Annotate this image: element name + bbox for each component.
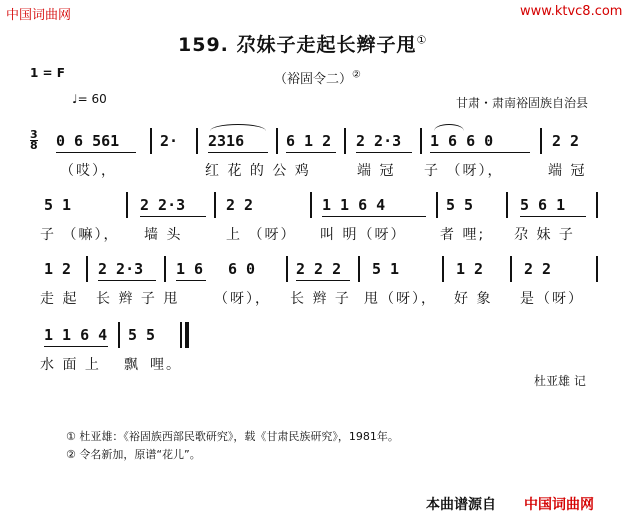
beam: [98, 280, 156, 281]
measure: 2 2·3: [140, 196, 186, 214]
measure: 1 6 6 0: [430, 132, 494, 150]
barline: [180, 322, 182, 348]
measure: 1 1 6 4: [44, 326, 108, 344]
recorder-credit: 杜亚雄 记: [534, 374, 586, 388]
watermark-right: www.ktvc8.com: [520, 4, 623, 19]
beam: [176, 280, 206, 281]
beam: [520, 216, 586, 217]
lyric: 好 象: [454, 291, 493, 307]
watermark-left: 中国词曲网: [6, 8, 72, 23]
barline: [540, 128, 542, 154]
lyric: 长 辫 子 甩: [96, 291, 180, 307]
slur: [210, 124, 266, 131]
beam: [322, 216, 426, 217]
lyric: 者 哩;: [440, 227, 486, 243]
lyric: 端 冠: [357, 163, 396, 179]
tempo-marking: ♩= 60: [72, 92, 107, 106]
measure: 0 6 561: [56, 132, 120, 150]
barline: [436, 192, 438, 218]
lyric: 端 冠: [548, 163, 587, 179]
measure: 5 5: [128, 326, 156, 344]
measure: 5 1: [372, 260, 400, 278]
barline: [420, 128, 422, 154]
lyrics-line-1: [0, 160, 632, 180]
song-subtitle: [274, 68, 361, 87]
measure: 2 2·3: [356, 132, 402, 150]
measure: 2 2: [552, 132, 580, 150]
lyrics-line-2: [0, 224, 632, 244]
measure: 2316: [208, 132, 245, 150]
lyric: 上 （呀）: [226, 227, 297, 243]
lyric: 甩（呀），: [364, 291, 437, 307]
measure: 1 2: [44, 260, 72, 278]
beam: [356, 152, 412, 153]
source-label: 本曲谱源自: [426, 497, 496, 513]
barline: [510, 256, 512, 282]
measure: 2 2 2: [296, 260, 342, 278]
measure: 1 1 6 4: [322, 196, 386, 214]
barline: [214, 192, 216, 218]
lyric: 尕 妹 子: [514, 227, 575, 243]
title-footnote-mark: ①: [416, 33, 428, 47]
song-title-text: 159. 尕妹子走起长辫子甩: [178, 34, 417, 56]
final-barline: [185, 322, 189, 348]
lyric: 长 辫 子: [290, 291, 351, 307]
beam: [286, 152, 336, 153]
region-label: 甘肃・肃南裕固族自治县: [456, 96, 589, 110]
measure: 1 2: [456, 260, 484, 278]
lyrics-line-4: [0, 354, 632, 374]
measure: 2·: [160, 132, 179, 150]
time-sig-bottom: 8: [30, 139, 38, 152]
barline: [150, 128, 152, 154]
time-sig-top: 3: [30, 128, 38, 141]
beam: [44, 346, 108, 347]
measure: 2 2: [226, 196, 254, 214]
beam: [208, 152, 268, 153]
lyric: 红 花 的 公 鸡: [205, 163, 311, 179]
barline: [310, 192, 312, 218]
barline: [596, 192, 598, 218]
subtitle-text: （裕固令二）: [274, 72, 353, 87]
barline: [286, 256, 288, 282]
lyric: 子 （嘛），: [40, 227, 120, 243]
song-title: [178, 30, 427, 57]
beam: [140, 216, 206, 217]
measure: 1 6: [176, 260, 204, 278]
slur: [434, 124, 464, 131]
barline: [164, 256, 166, 282]
barline: [506, 192, 508, 218]
measure: 2 2·3: [98, 260, 144, 278]
lyric: 叫 明（呀）: [320, 227, 407, 243]
barline: [344, 128, 346, 154]
measure: 6 0: [228, 260, 256, 278]
beam: [430, 152, 530, 153]
barline: [358, 256, 360, 282]
measure: 6 1 2: [286, 132, 332, 150]
footnote-2: ② 令名新加，原谱“花儿”。: [66, 448, 201, 461]
barline: [442, 256, 444, 282]
subtitle-footnote-mark: ②: [352, 69, 361, 81]
lyric: 哩。: [150, 357, 182, 373]
barline: [126, 192, 128, 218]
measure: 2 2: [524, 260, 552, 278]
beam: [56, 152, 136, 153]
lyric: （呀），: [214, 291, 271, 307]
barline: [118, 322, 120, 348]
source-site-link[interactable]: 中国词曲网: [524, 497, 594, 513]
key-signature: 1 = F: [30, 66, 65, 80]
barline: [86, 256, 88, 282]
measure: 5 5: [446, 196, 474, 214]
lyric: 子 （呀），: [424, 163, 504, 179]
lyric: （哎），: [60, 163, 117, 179]
barline: [276, 128, 278, 154]
footnote-1: ① 杜亚雄：《裕固族西部民歌研究》，载《甘肃民族研究》，1981年。: [66, 430, 399, 443]
barline: [196, 128, 198, 154]
lyric: 走 起: [40, 291, 79, 307]
beam: [296, 280, 350, 281]
lyrics-line-3: [0, 288, 632, 308]
lyric: 是（呀）: [520, 291, 584, 307]
lyric: 飘: [124, 357, 140, 373]
measure: 5 6 1: [520, 196, 566, 214]
barline: [596, 256, 598, 282]
measure: 5 1: [44, 196, 72, 214]
lyric: 墙 头: [144, 227, 183, 243]
lyric: 水 面 上: [40, 357, 101, 373]
